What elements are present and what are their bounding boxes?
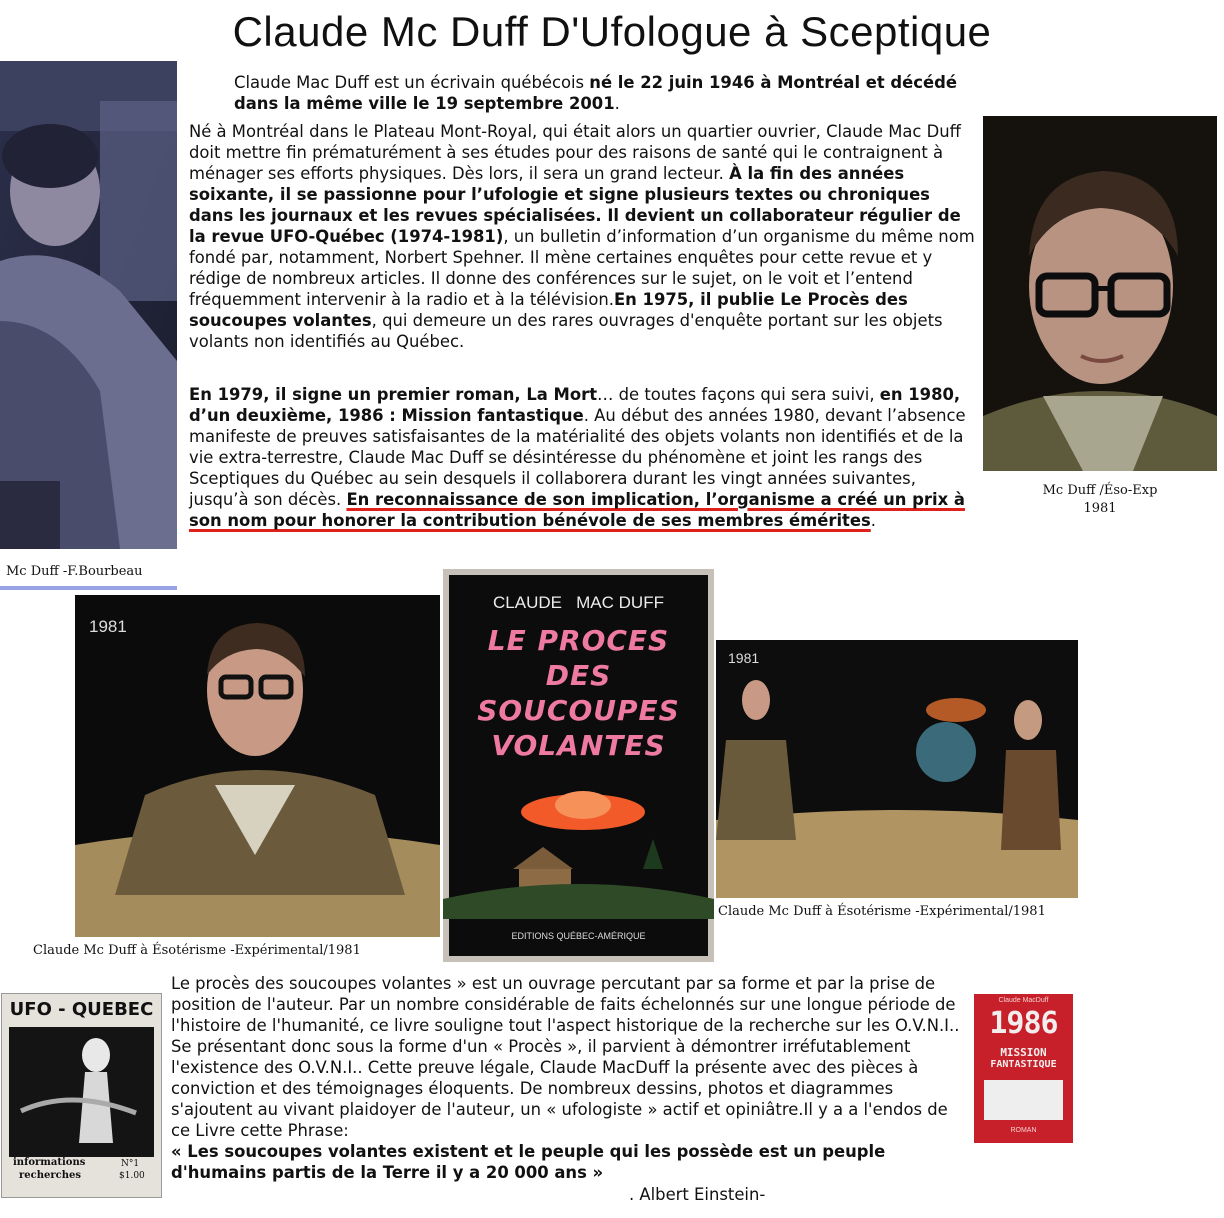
award-highlight: En reconnaissance de son implication, l’organisme a créé un prix à son nom pour honorer la contribution bénévole de ses membres émérites [189,490,965,530]
novel-title-2: FANTASTIQUE [990,1059,1057,1070]
mid-right-caption: Claude Mc Duff à Ésotérisme -Expérimental/1981 [718,904,1046,919]
mcduff-interview-photo [716,640,1078,898]
book-author: CLAUDE MAC DUFF [493,593,664,612]
novel-label: ROMAN [1010,1127,1037,1134]
ufo-quebec-price: $1.00 [119,1171,145,1181]
left-photo-caption: Mc Duff -F.Bourbeau [6,564,143,579]
bio-bold: À la fin des années soixante, il se passionne pour l’ufologie et signe plusieurs textes ou chroniques dans les journaux et les revues spécialisées. Il devient un collaborateur régulier de la revue UFO-Québec (1974-1981) [189,164,961,246]
bio-paragraph-1 [189,121,979,352]
novel-title-1: MISSION [1000,1046,1047,1059]
book-title-line: LE PROCES [487,624,670,657]
bio-bold: En 1979, il signe un premier roman, La Mort [189,385,598,404]
book-description-text: Le procès des soucoupes volantes » est un ouvrage percutant par sa forme et par la prise de position de l'auteur. Par un nombre considérable de faits échelonnés sur une longue période de l'histoire de l'humanité, ce livre souligne tout l'aspect historique de la recherche sur les O.V.N.I.. Se présentant donc sous la forme d'un « Procès », il parvient à démontrer irréfutablement l'existence des O.V.N.I.. Cette preuve légale, Claude MacDuff la présente avec des pièces à conviction et des témoignages éloquents. De nombreux dessins, photos et diagrammes s'ajoutent au vivant plaidoyer de l'auteur, un « ufologiste » actif et opiniâtre.Il y a a l'endos de ce Livre cette Phrase: [171,974,960,1140]
page-title: Claude Mc Duff D'Ufologue à Sceptique [232,8,992,55]
bio-bold: En 1975, il publie Le Procès des soucoupes volantes [189,290,908,330]
ufo-quebec-cover [1,993,162,1198]
intro-end: . [614,94,620,113]
mcduff-tv-photo [75,595,440,937]
ufo-quebec-title: UFO - QUEBEC [9,999,154,1020]
bio-paragraph-2 [189,384,979,531]
right-photo-caption-1: Mc Duff /Éso-Exp [1042,483,1158,498]
book-title-line: SOUCOUPES [477,694,680,727]
book-cover-proces [443,569,714,962]
bio-text: . Au début des années 1980, devant l’absence manifeste de preuves satisfaisantes de la matérialité des objets volants non identifiés et de la vie extra-terrestre, Claude Mac Duff se désintéresse du phénomène et joint les rangs des Sceptiques du Québec au sein desquels il collaborera durant les vingt années suivantes, jusqu’à son décès. [189,406,966,509]
mid-left-caption: Claude Mc Duff à Ésotérisme -Expérimental/1981 [33,943,361,958]
bio-text: . [870,511,876,530]
bio-text: , un bulletin d’information d’un organisme du même nom fondé par, notamment, Norbert Spehner. Il mène certaines enquêtes pour cette revue et y rédige de nombreux articles. Il donne des conférences sur le sujet, on le voit et l’entend fréquemment intervenir à la radio et à la télévision. [189,227,975,309]
book-description [171,973,963,1183]
photo-year-label: 1981 [89,617,127,636]
bio-text: … de toutes façons qui sera suivi, [597,385,880,404]
intro-text: Claude Mac Duff est un écrivain québécois [234,73,590,92]
bio-bold: en 1980, d’un deuxième, 1986 : Mission fantastique [189,385,961,425]
novel-author: Claude MacDuff [998,997,1049,1004]
flying-saucer-illustration [443,569,714,962]
intro-dates: né le 22 juin 1946 à Montréal et décédé dans la même ville le 19 septembre 2001 [234,73,957,113]
right-photo-caption-2: 1981 [1083,501,1117,516]
novel-text-panel [984,1080,1063,1120]
intro-paragraph [234,72,979,114]
bio-text: , qui demeure un des rares ouvrages d'enquête portant sur les objets volants non identifiés au Québec. [189,311,943,351]
mcduff-esoexp-photo [983,116,1217,471]
novel-cover-1986 [974,994,1073,1143]
mcduff-bourbeau-photo [0,61,177,549]
ufo-quebec-issue: N°1 [121,1159,140,1169]
einstein-quote: « Les soucoupes volantes existent et le peuple qui les possède est un peuple d'humains partis de la Terre il y a 20 000 ans » [171,1142,886,1182]
bio-text: Né à Montréal dans le Plateau Mont-Royal, qui était alors un quartier ouvrier, Claude Mac Duff doit mettre fin prématurément à ses études pour des raisons de santé qui le contraignent à ménager ses efforts physiques. Dès lors, il sera un grand lecteur. [189,122,961,183]
ufo-quebec-subtitle-1: informations [13,1157,86,1168]
ufo-quebec-subtitle-2: recherches [19,1170,81,1181]
quote-attribution: . Albert Einstein- [629,1185,766,1204]
book-title-line: DES [545,659,612,692]
book-title-line: VOLANTES [491,729,666,762]
photo-year-label: 1981 [728,650,760,666]
caption-bar [0,586,177,590]
book-publisher: EDITIONS QUÉBEC-AMÉRIQUE [511,931,646,941]
novel-year: 1986 [989,1006,1058,1041]
